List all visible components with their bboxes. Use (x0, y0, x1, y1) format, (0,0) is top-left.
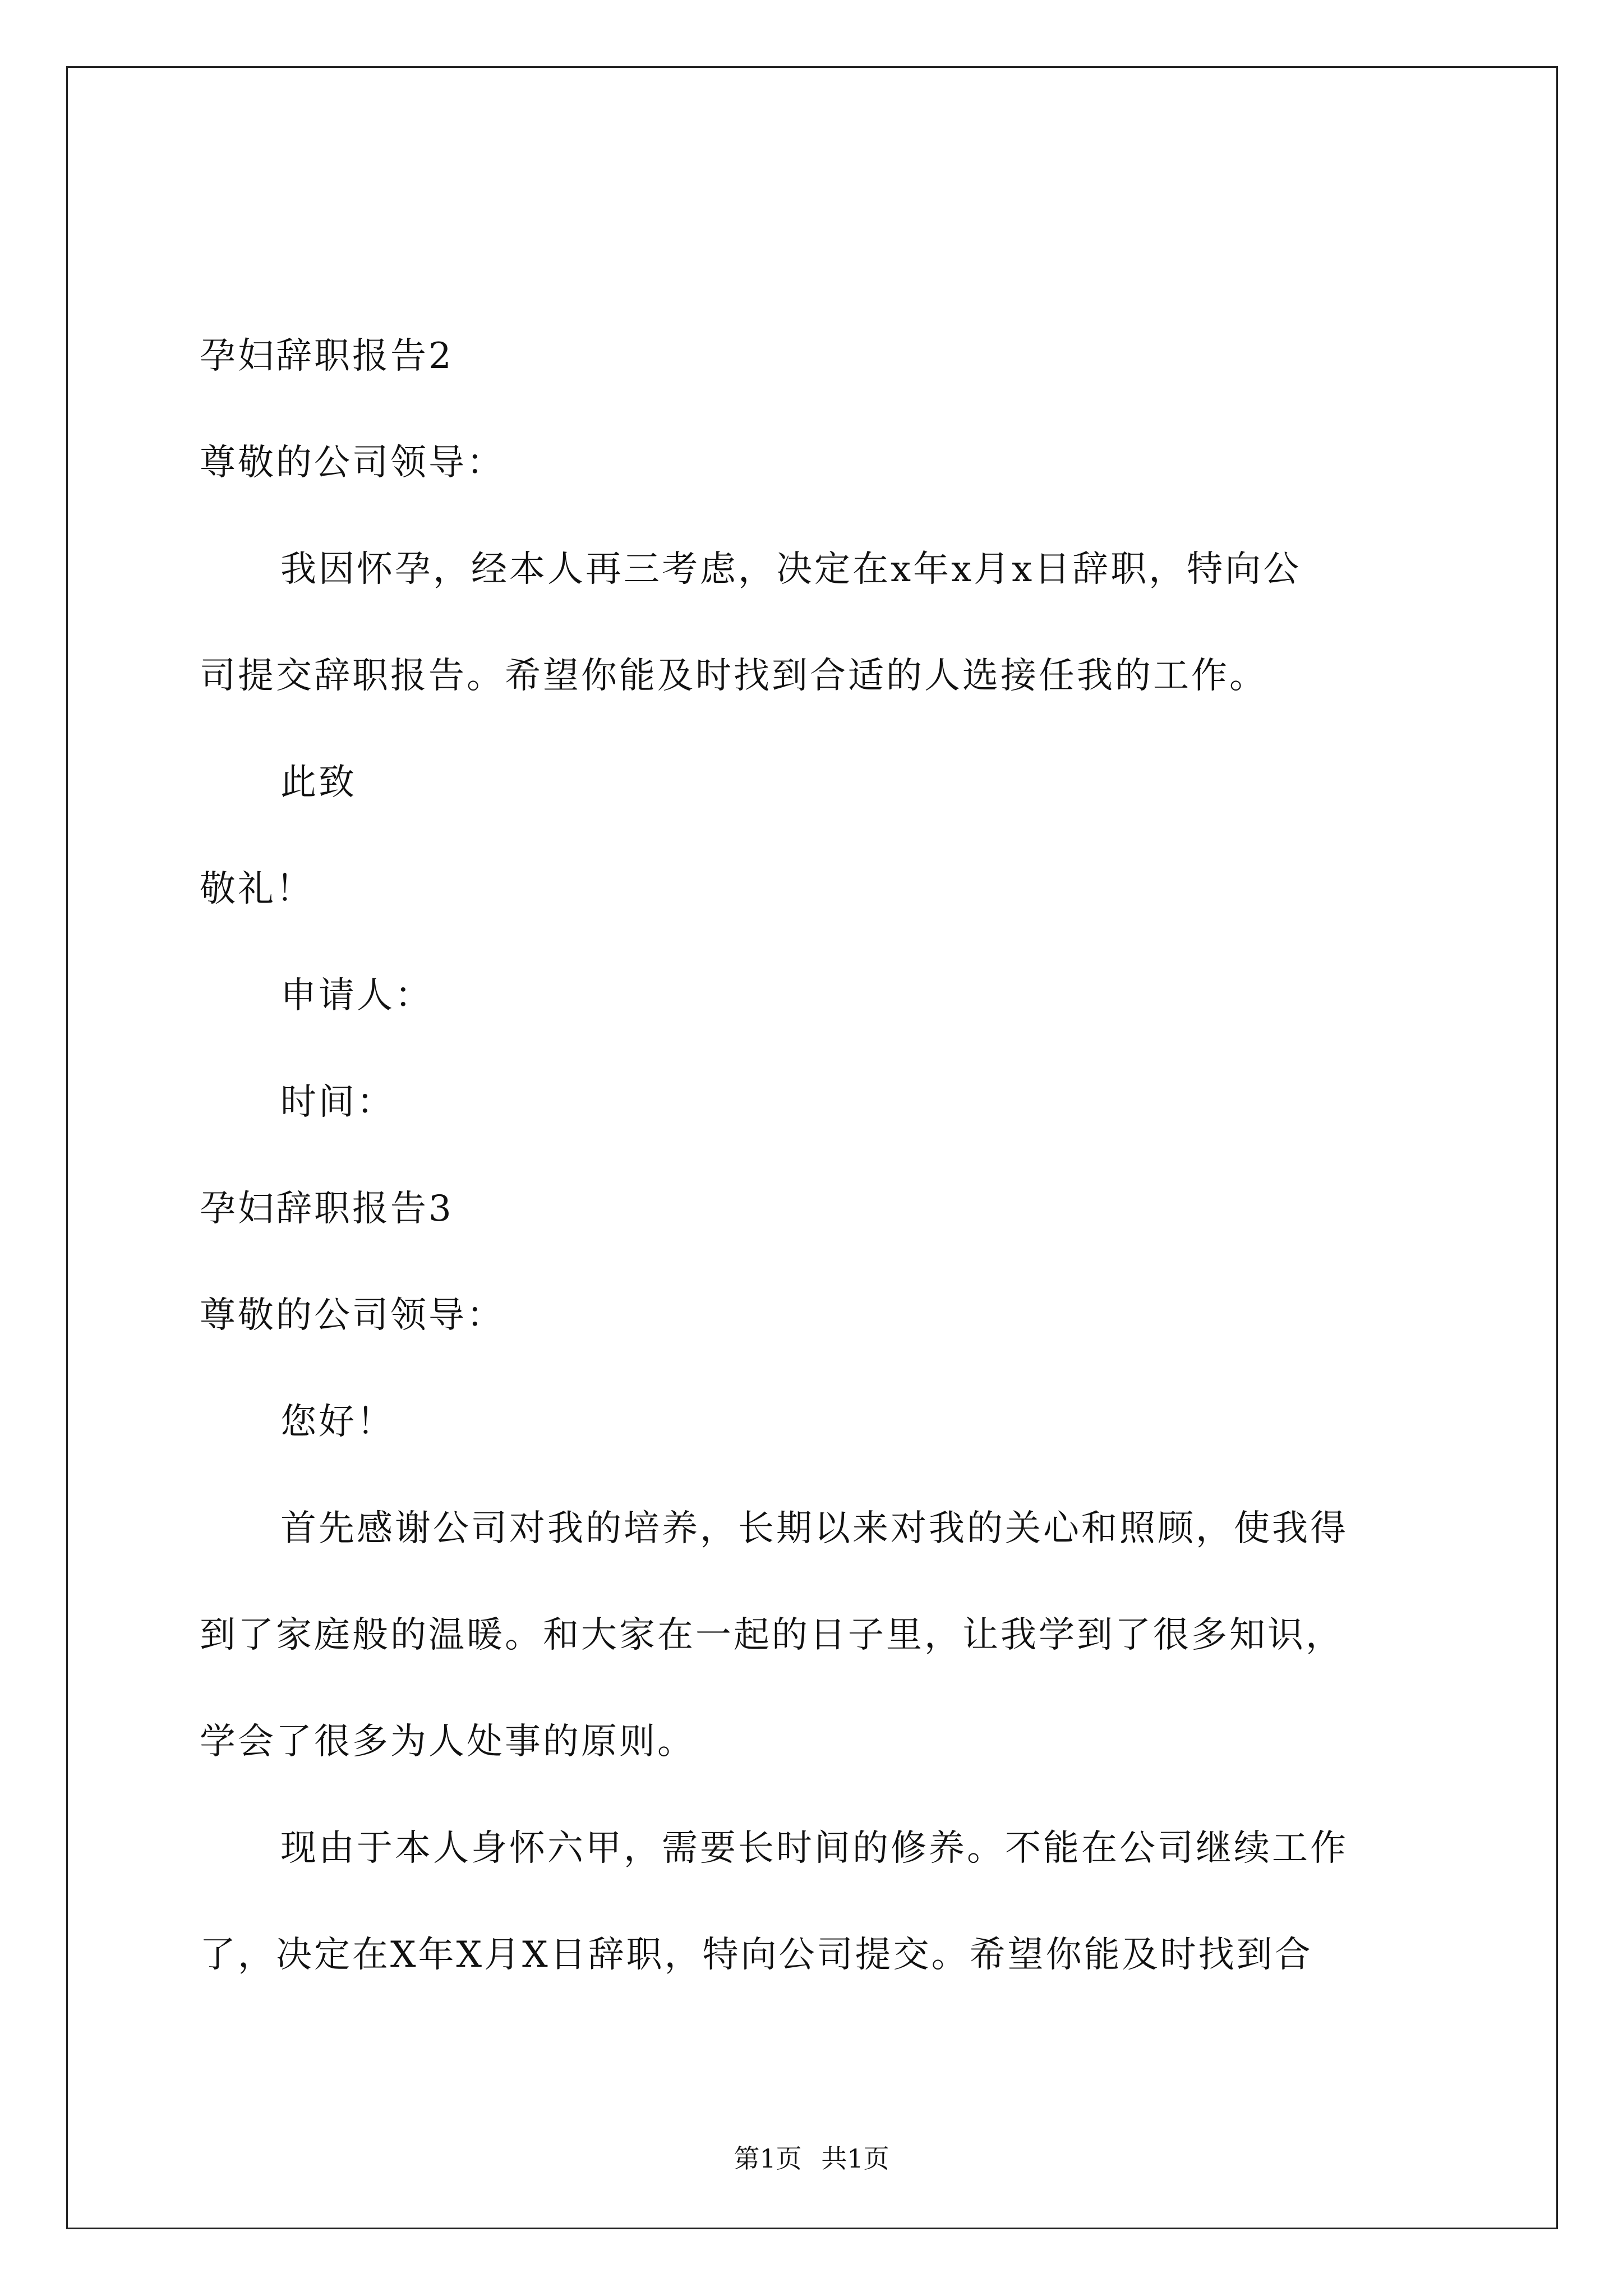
applicant-label: 申请人： (280, 975, 433, 1016)
page-border (66, 66, 1558, 2229)
body-line: 学会了很多为人处事的原则。 (200, 1721, 695, 1763)
closing-regards: 敬礼！ (200, 868, 314, 910)
page-number: 第1页 (734, 2143, 802, 2174)
body-line: 了，决定在X年X月X日辞职，特向公司提交。希望你能及时找到合 (200, 1934, 1313, 1976)
body-line: 司提交辞职报告。希望你能及时找到合适的人选接任我的工作。 (200, 655, 1267, 697)
salutation: 尊敬的公司领导： (200, 442, 505, 484)
salutation: 尊敬的公司领导： (200, 1295, 505, 1336)
page-footer (0, 2142, 1623, 2175)
section-title-2: 孕妇辞职报告2 (200, 335, 454, 377)
body-line: 首先感谢公司对我的培养，长期以来对我的关心和照顾，使我得 (280, 1508, 1348, 1549)
closing: 此致 (280, 762, 357, 803)
body-line: 我因怀孕，经本人再三考虑，决定在x年x月x日辞职，特向公 (280, 549, 1302, 590)
total-pages: 共1页 (821, 2143, 889, 2174)
section-title-3: 孕妇辞职报告3 (200, 1188, 454, 1230)
date-label: 时间： (280, 1082, 395, 1123)
body-line: 到了家庭般的温暖。和大家在一起的日子里，让我学到了很多知识， (200, 1614, 1344, 1656)
greeting: 您好！ (280, 1401, 395, 1443)
body-line: 现由于本人身怀六甲，需要长时间的修养。不能在公司继续工作 (280, 1828, 1348, 1869)
